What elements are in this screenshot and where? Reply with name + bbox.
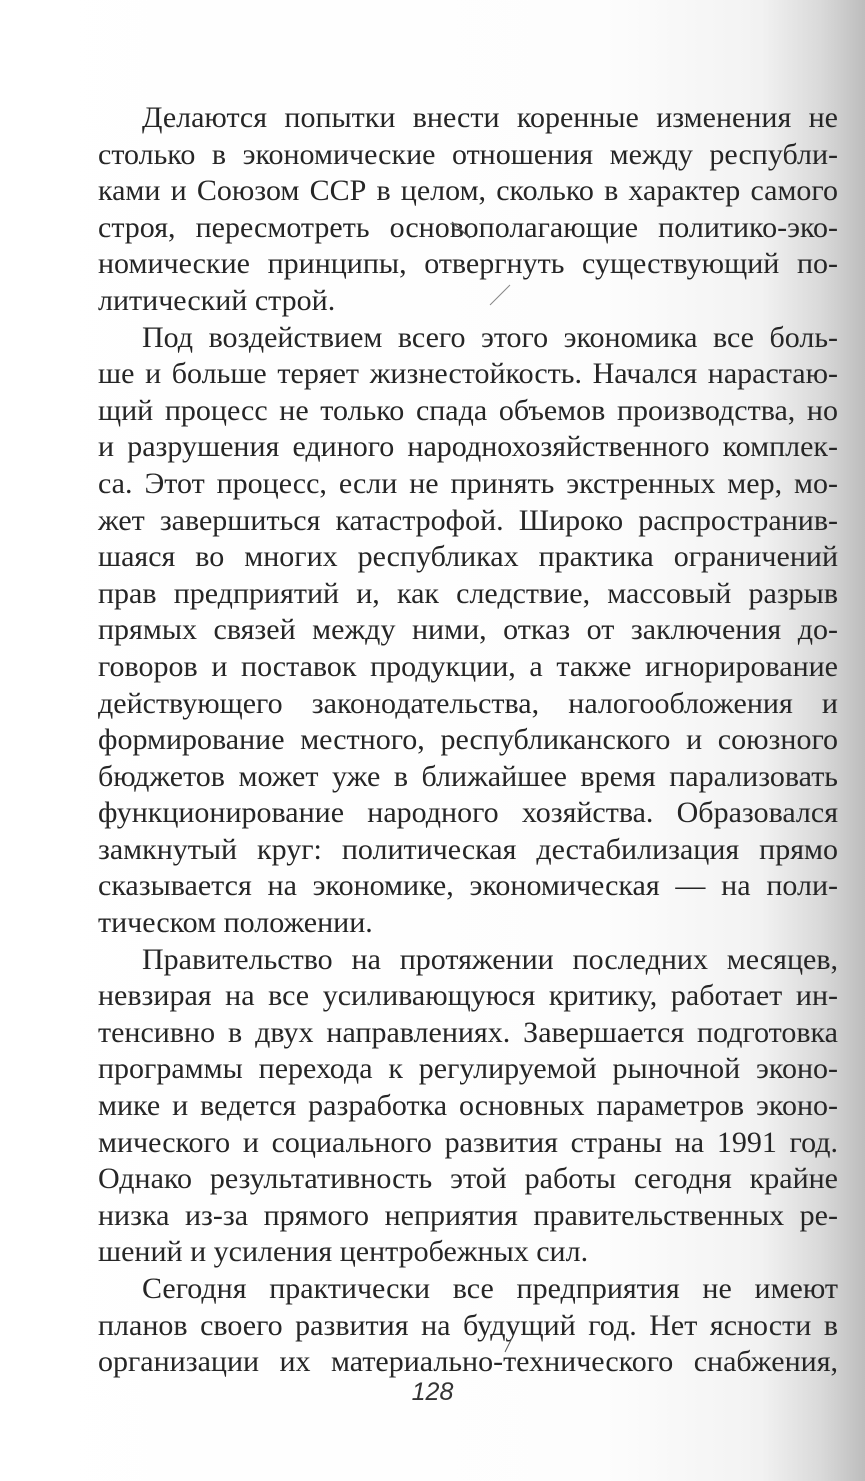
text-line: организации их материально-технического снабжения,	[98, 1345, 838, 1379]
text-line: Делаются попытки внести коренные изменения не	[142, 101, 838, 134]
text-line: жет завершиться катастрофой. Широко распространив-	[98, 503, 838, 537]
text-line: са. Этот процесс, если не принять экстренных мер, мо-	[98, 466, 838, 500]
text-line: Сегодня практически все предприятия не имеют	[142, 1272, 838, 1305]
text-line: бюджетов может уже в ближайшее время парализовать	[98, 759, 838, 793]
text-line: литический строй.	[98, 283, 336, 317]
page-number: 128	[411, 1378, 454, 1406]
text-line: мического и социального развития страны на 1991 год.	[98, 1125, 838, 1159]
text-line: ками и Союзом ССР в целом, сколько в характер самого	[98, 174, 838, 208]
text-line: мике и ведется разработка основных параметров эконо-	[98, 1089, 838, 1123]
text-line: прямых связей между ними, отказ от заключения до-	[98, 613, 838, 647]
text-line: Правительство на протяжении последних месяцев,	[142, 942, 838, 976]
text-line: Под воздействием всего этого экономика все боль-	[142, 320, 838, 354]
text-line: говоров и поставок продукции, а также игнорирование	[98, 649, 838, 683]
text-line: ше и больше теряет жизнестойкость. Начался нарастаю-	[98, 357, 838, 391]
text-line: номические принципы, отвергнуть существующий по-	[98, 247, 838, 281]
text-line: шаяся во многих республиках практика ограничений	[98, 540, 838, 574]
paragraph-1	[98, 100, 838, 320]
text-line: формирование местного, республиканского и союзного	[98, 723, 838, 757]
paragraph-2	[98, 320, 838, 942]
text-line: низка из-за прямого неприятия правительственных ре-	[98, 1198, 838, 1232]
text-line: замкнутый круг: политическая дестабилизация прямо	[98, 832, 838, 866]
text-line: щий процесс не только спада объемов производства, но	[98, 393, 838, 427]
text-line: и разрушения единого народнохозяйственного комплек-	[98, 430, 838, 464]
text-line: строя, пересмотреть основополагающие политико-эко-	[98, 210, 838, 244]
text-line: тическом положении.	[98, 906, 373, 940]
text-line: шений и усиления центробежных сил.	[98, 1235, 589, 1269]
text-line: прав предприятий и, как следствие, массовый разрыв	[98, 576, 838, 610]
text-line: Однако результативность этой работы сегодня крайне	[98, 1162, 838, 1196]
text-line: сказывается на экономике, экономическая — на поли-	[98, 869, 838, 903]
text-line: программы перехода к регулируемой рыночной эконо-	[98, 1052, 838, 1086]
paragraph-3	[98, 942, 838, 1271]
text-line: тенсивно в двух направлениях. Завершается подготовка	[98, 1015, 838, 1049]
text-line: невзирая на все усиливающуюся критику, работает ин-	[98, 979, 838, 1013]
text-line: планов своего развития на будущий год. Нет ясности в	[98, 1308, 838, 1342]
paragraph-4	[98, 1271, 838, 1381]
text-line: действующего законодательства, налогообложения и	[98, 686, 838, 720]
text-line: функционирование народного хозяйства. Образовался	[98, 796, 838, 830]
text-line: столько в экономические отношения между республи-	[98, 137, 838, 171]
body-text	[98, 100, 838, 1381]
